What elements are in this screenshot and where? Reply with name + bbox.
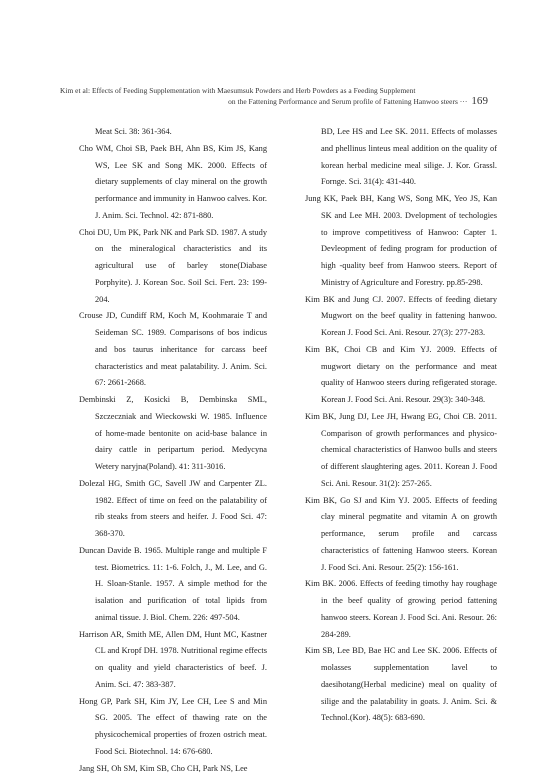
reference-entry: Jung KK, Paek BH, Kang WS, Song MK, Yeo JS, Kan SK and Lee MH. 2003. Dvelopment of techologies to improve competitivess of Hanwoo: Capter 1. Devleopment of feding program for production of high -quality beef from Hanwoo steers. Report of Ministry of Agriculture and Forestry. pp.85-298. bbox=[305, 194, 497, 287]
running-header-line-2 bbox=[60, 96, 488, 107]
reference-entry: Kim BK and Jung CJ. 2007. Effects of feeding dietary Mugwort on the beef quality in fattening hanwoo. Korean J. Food Sci. Ani. Resour. 27(3): 277-283. bbox=[305, 294, 497, 337]
reference-entry: Dembinski Z, Kosicki B, Dembinska SML, Szczeczniak and Wieckowski W. 1985. Influence of home-made bentonite on acid-base balance in dairy cattle in peripartum period. Medycyna Wetery naryjna(Poland). 41: 311-3016. bbox=[79, 395, 267, 471]
reference-entry: Kim BK. 2006. Effects of feeding timothy hay roughage in the beef quality of growing period fattening hanwoo steers. Korean J. Food Sci. Ani. Resour. 26: 284-289. bbox=[305, 579, 497, 639]
reference-entry: Jang SH, Oh SM, Kim SB, Cho CH, Park NS, Lee bbox=[79, 763, 248, 773]
reference-entry: Cho WM, Choi SB, Paek BH, Ahn BS, Kim JS, Kang WS, Lee SK and Song MK. 2000. Effects of dietary supplements of clay mineral on the growth performance and immunity in Hanwoo calves. Kor. J. Anim. Sci. Technol. 42: 871-880. bbox=[79, 143, 267, 220]
reference-entry: Duncan Davide B. 1965. Multiple range and multiple F test. Biometrics. 11: 1-6. Folch, J., M. Lee, and G. H. Sloan-Stanle. 1957. A simple method for the isalation and purification of total lipids from animal tissue. J. Biol. Chem. 226: 497-504. bbox=[79, 545, 267, 622]
reference-entry: Crouse JD, Cundiff RM, Koch M, Koohmaraie T and Seideman SC. 1989. Comparisons of bos indicus and bos taurus inheritance for carcass beef characteristics and meat palatability. J. Anim. Sci. 67: 2661-2668. bbox=[79, 311, 267, 388]
reference-entry: Dolezal HG, Smith GC, Savell JW and Carpenter ZL. 1982. Effect of time on feed on the palatability of rib steaks from steers and heifer. J. Food Sci. 47: 368-370. bbox=[79, 478, 267, 538]
reference-entry: BD, Lee HS and Lee SK. 2011. Effects of molasses and phellinus linteus meal addition on the quality of korean herbal medicine meal silige. J. Kor. Grassl. Fornge. Sci. 31(4): 431-440. bbox=[321, 127, 497, 187]
reference-entry: Choi DU, Um PK, Park NK and Park SD. 1987. A study on the mineralogical characteristics and its agricultural use of barley stone(Diabase Porphyite). J. Korean Soc. Soil Sci. Fert. 23: 199-204. bbox=[79, 227, 267, 304]
reference-column-right bbox=[305, 124, 497, 727]
reference-entry: Kim BK, Choi CB and Kim YJ. 2009. Effects of mugwort dietary on the performance and meat quality of Hanwoo steers during refigerated storage. Korean J. Food Sci. Ani. Resour. 29(3): 340-348. bbox=[305, 344, 497, 404]
reference-entry: Kim BK, Jung DJ, Lee JH, Hwang EG, Choi CB. 2011. Comparison of growth performances and physico-chemical characteristics of Hanwoo bulls and steers of different slaughtering ages. 2011. Korean J. Food Sci. Ani. Resour. 31(2): 257-265. bbox=[305, 411, 497, 488]
reference-column-left bbox=[79, 124, 267, 777]
reference-entry: Harrison AR, Smith ME, Allen DM, Hunt MC, Kastner CL and Kropf DH. 1978. Nutritional regime effects on quality and yield characteristics of beef. J. Anim. Sci. 47: 383-387. bbox=[79, 629, 267, 689]
running-header-line-1: Kim et al: Effects of Feeding Supplementation with Maesumsuk Powders and Herb Powders as a Feeding Supplement bbox=[60, 86, 416, 95]
running-header bbox=[60, 86, 488, 107]
reference-entry: Kim BK, Go SJ and Kim YJ. 2005. Effects of feeding clay mineral pegmatite and vitamin A on growth performance, serum profile and carcass characteristics of fattening Hanwoo steers. Korean J. Food Sci. Ani. Resour. 25(2): 156-161. bbox=[305, 495, 497, 572]
page-number: 169 bbox=[471, 95, 488, 107]
running-header-title-continuation: on the Fattening Performance and Serum profile of Fattening Hanwoo steers ··· bbox=[228, 97, 468, 106]
reference-entry: Hong GP, Park SH, Kim JY, Lee CH, Lee S and Min SG. 2005. The effect of thawing rate on the physicochemical properties of frozen ostrich meat. Food Sci. Biotechnol. 14: 676-680. bbox=[79, 696, 267, 756]
reference-entry: Kim SB, Lee BD, Bae HC and Lee SK. 2006. Effects of molasses supplementation lavel to daesihotang(Herbal medicine) meal on quality of silige and the palatability in goats. J. Anim. Sci. & Technol.(Kor). 48(5): 683-690. bbox=[305, 646, 497, 723]
reference-entry: Meat Sci. 38: 361-364. bbox=[95, 127, 172, 136]
